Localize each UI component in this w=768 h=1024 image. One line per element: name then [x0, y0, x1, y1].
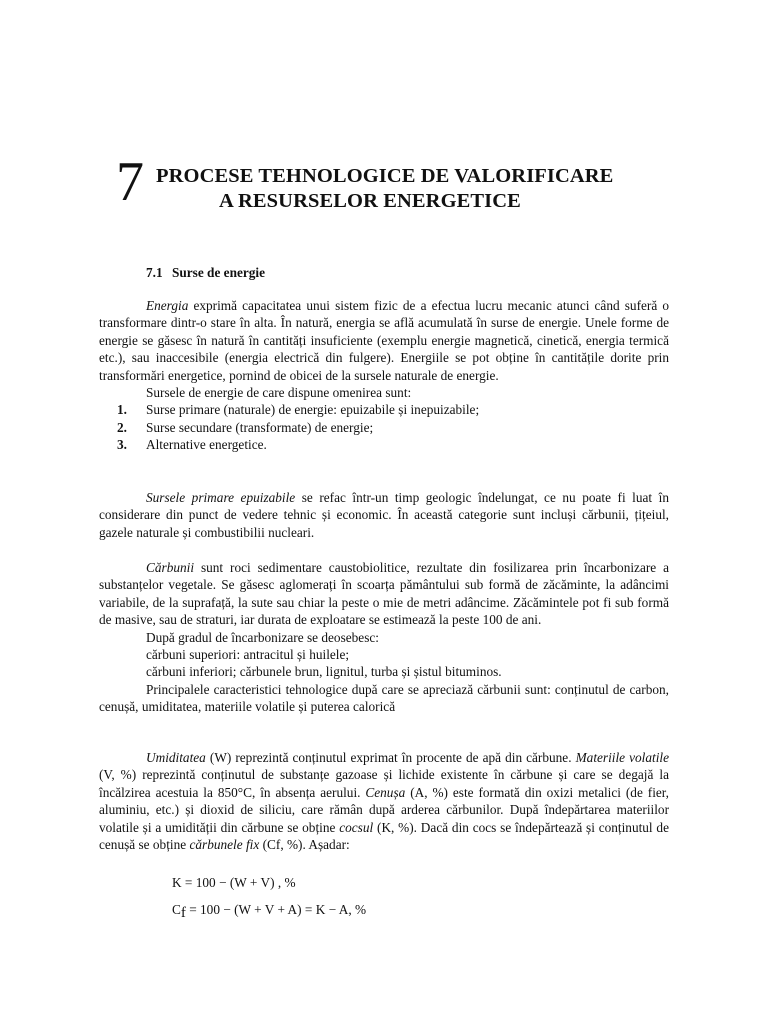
paragraph-coal: [99, 559, 669, 629]
properties-section: [99, 749, 669, 853]
paragraph-characteristics: Principalele caracteristici tehnologice după care se apreciază cărbunii sunt: conținutul de carbon, cenușă, umiditatea, materiile volatile și puterea calorică: [99, 681, 669, 715]
term-cocsul: cocsul: [339, 819, 374, 835]
list-number: 2.: [117, 419, 127, 435]
paragraph-superior: cărbuni superiori: antracitul și huilele;: [146, 647, 350, 663]
paragraph-text: (W) reprezintă conținutul exprimat în procente de apă din cărbune.: [205, 750, 576, 765]
paragraph-text: (K, %). Dacă din cocs se îndepărtează și conținutul de cenușă se obține: [99, 819, 669, 853]
coal-section: [99, 559, 669, 716]
chapter-number: 7: [116, 151, 144, 213]
paragraph-inferior: cărbuni inferiori; cărbunele brun, lignitul, turba și șistul bituminos.: [146, 664, 502, 680]
paragraph-energy: [99, 297, 669, 384]
energy-intro: [99, 297, 669, 454]
paragraph-text: sunt roci sedimentare caustobiolitice, rezultate din fosilizarea prin încarbonizare a substanțelor vegetale. Se găsesc aglomerați în scoarța pământului sub formă de zăcăminte, la adâncimi variabile, de la suprafață, la sute sau chiar la peste o mie de metri adâncime. Zăcămintele pot fi sub formă de masive, sau de straturi, iar durata de exploatare se estimează la peste 100 de ani.: [99, 560, 669, 628]
chapter-title-line2: A RESURSELOR ENERGETICE: [219, 190, 521, 212]
paragraph-grade: După gradul de încarbonizare se deosebesc:: [146, 629, 379, 645]
section-number: 7.1: [146, 265, 163, 280]
paragraph-properties: [99, 749, 669, 853]
formula-rhs: = 100 − (W + V + A) = K − A, %: [185, 902, 367, 917]
formula-fixed-carbon: [172, 901, 366, 919]
list-number: 1.: [117, 402, 127, 418]
paragraph-primary: [99, 489, 669, 541]
term-carbune-fix: cărbunele fix: [189, 837, 260, 853]
primary-sources: [99, 489, 669, 541]
term-cenusa: Cenușa: [365, 784, 406, 800]
list-text: Surse secundare (transformate) de energie;: [146, 419, 374, 435]
energy-sources-list: [99, 401, 669, 453]
term-energia: Energia: [146, 298, 189, 313]
paragraph-text: (A, %) este formată din oxizi metalici (de fier, aluminiu, etc.) și dioxid de siliciu, care rămân după arderea cărbunilor. După îndepărtarea materiilor volatile și a umidității din cărbune se obține: [99, 784, 670, 835]
section-title: Surse de energie: [171, 265, 266, 280]
list-text: Alternative energetice.: [146, 437, 267, 453]
formula-lhs: C: [172, 902, 181, 917]
term-umiditatea: Umiditatea: [146, 750, 206, 765]
list-item: [99, 401, 669, 418]
paragraph-sources: Sursele de energie de care dispune omenirea sunt:: [146, 385, 412, 401]
chapter-heading: [116, 151, 676, 218]
paragraph-text: (V, %) reprezintă conținutul de substanțe gazoase și lichide existente în cărbune și care se degajă la încălzirea acestuia la 850°C, în absența aerului.: [99, 767, 669, 800]
chapter-title: [156, 164, 613, 214]
term-materiile: Materiile volatile: [575, 750, 669, 765]
chapter-title-line1: PROCESE TEHNOLOGICE DE VALORIFICARE: [156, 165, 614, 187]
list-item: [99, 436, 669, 453]
section-heading: [146, 264, 265, 281]
list-text: Surse primare (naturale) de energie: epuizabile și inepuizabile;: [146, 402, 480, 418]
list-item: [99, 419, 669, 436]
term-primare: Sursele primare epuizabile: [146, 490, 296, 505]
formula-coke: K = 100 − (W + V) , %: [172, 875, 296, 890]
paragraph-text: se refac într-un timp geologic îndelungat, ce nu poate fi luat în considerare din punct de vedere tehnic și economic. În această categorie sunt incluși cărbunii, țițeiul, gazele naturale și combustibilii nucleari.: [99, 490, 669, 540]
formula-subscript: f: [180, 905, 186, 921]
list-number: 3.: [117, 437, 127, 453]
paragraph-text: (Cf, %). Așadar:: [259, 837, 350, 853]
paragraph-text: exprimă capacitatea unui sistem fizic de a efectua lucru mecanic atunci când suferă o transformare dintr-o stare în alta. În natură, energia se află acumulată în surse de energie. Unele forme de energie se găsesc în natură în cantități insuficiente (exemplu energie magnetică, cinetică, energia termică etc.), sau inaccesibile (energia electrică din fulgere). Energiile se pot obține în cantitățile dorite prin transformări energetice, pornind de obicei de la sursele naturale de energie.: [99, 298, 669, 383]
term-carbunii: Cărbunii: [146, 560, 195, 575]
